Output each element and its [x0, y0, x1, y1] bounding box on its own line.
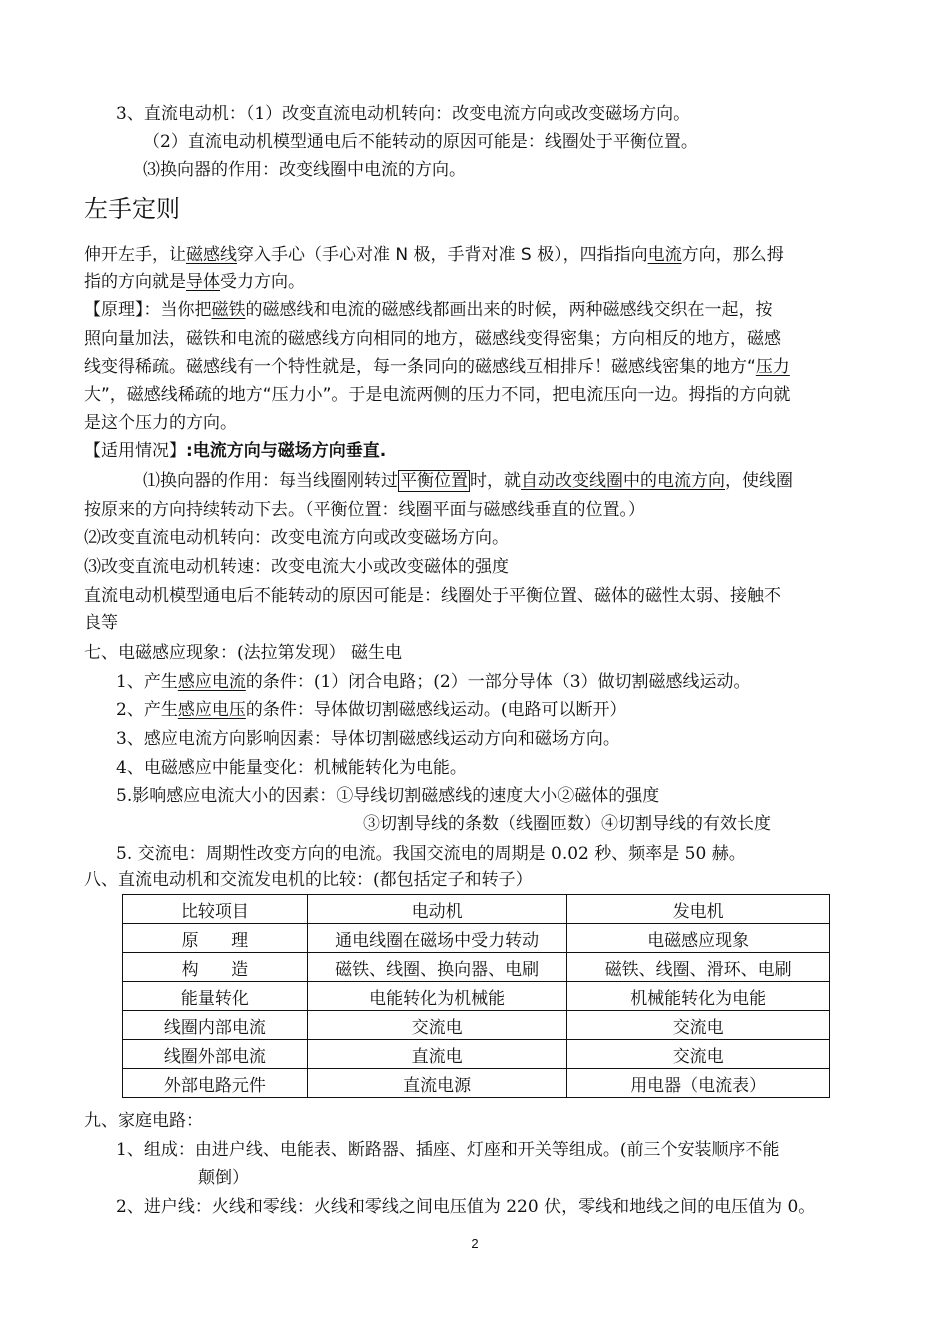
household-item-1: 1、组成：由进户线、电能表、断路器、插座、灯座和开关等组成。(前三个安装顺序不能 [116, 1140, 780, 1160]
table-cell: 交流电 [307, 1011, 567, 1040]
table-cell: 电磁感应现象 [567, 924, 830, 953]
induction-item-3: 3、感应电流方向影响因素：导体切割磁感线运动方向和磁场方向。 [116, 729, 620, 749]
table-cell: 直流电源 [307, 1069, 567, 1098]
induction-item-5: 5.影响感应电流大小的因素：①导线切割磁感线的速度大小②磁体的强度 [116, 786, 660, 806]
table-cell: 原 理 [123, 924, 308, 953]
table-cell: 线圈外部电流 [123, 1040, 308, 1069]
table-row [123, 953, 830, 982]
table-cell: 直流电 [307, 1040, 567, 1069]
table-row [123, 1040, 830, 1069]
principle-line-2: 照向量加法，磁铁和电流的磁感线方向相同的地方，磁感线变得密集；方向相反的地方，磁感 [84, 329, 781, 349]
induction-item-1: 1、产生感应电流的条件：(1）闭合电路；(2）一部分导体（3）做切割磁感线运动。 [116, 672, 751, 692]
table-row [123, 982, 830, 1011]
table-header: 电动机 [307, 895, 567, 924]
left-hand-rule-heading: 左手定则 [84, 195, 180, 223]
table-cell: 能量转化 [123, 982, 308, 1011]
ac-definition: 5. 交流电：周期性改变方向的电流。我国交流电的周期是 0.02 秒、频率是 50 赫。 [116, 844, 746, 864]
principle-line-1: 【原理】：当你把磁铁的磁感线和电流的磁感线都画出来的时候，两种磁感线交织在一起，按 [84, 300, 773, 320]
table-header: 发电机 [567, 895, 830, 924]
table-header: 比较项目 [123, 895, 308, 924]
rule-line-2: 指的方向就是导体受力方向。 [84, 272, 305, 292]
section-9-title: 九、家庭电路： [84, 1111, 203, 1131]
table-cell: 电能转化为机械能 [307, 982, 567, 1011]
table-cell: 用电器（电流表） [567, 1069, 830, 1098]
commutator-line-2: 按原来的方向持续转动下去。（平衡位置：线圈平面与磁感线垂直的位置。） [84, 500, 645, 520]
motor-note-2: （2）直流电动机模型通电后不能转动的原因可能是：线圈处于平衡位置。 [143, 132, 698, 152]
table-cell: 磁铁、线圈、换向器、电刷 [307, 953, 567, 982]
motor-note-3: ⑶换向器的作用：改变线圈中电流的方向。 [143, 160, 466, 180]
table-cell: 通电线圈在磁场中受力转动 [307, 924, 567, 953]
table-header-row [123, 895, 830, 924]
induction-item-2: 2、产生感应电压的条件：导体做切割磁感线运动。(电路可以断开） [116, 700, 627, 720]
table-row [123, 924, 830, 953]
motor-fail-line-2: 良等 [84, 613, 118, 633]
applicable-line: 【适用情况】:电流方向与磁场方向垂直. [84, 441, 387, 461]
principle-line-3: 线变得稀疏。磁感线有一个特性就是，每一条同向的磁感线互相排斥！磁感线密集的地方“压力 [84, 357, 790, 377]
table-cell: 构 造 [123, 953, 308, 982]
table-row [123, 1011, 830, 1040]
table-cell: 交流电 [567, 1040, 830, 1069]
table-cell: 磁铁、线圈、滑环、电刷 [567, 953, 830, 982]
rule-line-1: 伸开左手，让磁感线穿入手心（手心对准 N 极，手背对准 S 极），四指指向电流方向，那么拇 [84, 245, 784, 265]
table-cell: 外部电路元件 [123, 1069, 308, 1098]
household-item-2: 2、进户线：火线和零线：火线和零线之间电压值为 220 伏，零线和地线之间的电压值为 0。 [116, 1197, 816, 1217]
table-cell: 线圈内部电流 [123, 1011, 308, 1040]
commutator-line-1: ⑴换向器的作用：每当线圈刚转过 平衡位置 时，就自动改变线圈中的电流方向，使线圈 [143, 471, 793, 491]
motor-note-1: 3、直流电动机：（1）改变直流电动机转向：改变电流方向或改变磁场方向。 [116, 104, 691, 124]
motor-fail-line-1: 直流电动机模型通电后不能转动的原因可能是：线圈处于平衡位置、磁体的磁性太弱、接触不 [84, 586, 781, 606]
comparison-table [122, 894, 830, 1098]
motor-direction-line: ⑵改变直流电动机转向：改变电流方向或改变磁场方向。 [84, 528, 509, 548]
table-row [123, 1069, 830, 1098]
induction-item-5-cont: ③切割导线的条数（线圈匝数）④切割导线的有效长度 [363, 814, 771, 834]
section-7-title: 七、电磁感应现象：(法拉第发现） 磁生电 [84, 643, 403, 663]
induction-item-4: 4、电磁感应中能量变化：机械能转化为电能。 [116, 758, 467, 778]
household-item-1-cont: 颠倒） [198, 1168, 249, 1188]
table-cell: 机械能转化为电能 [567, 982, 830, 1011]
principle-line-5: 是这个压力的方向。 [84, 413, 237, 433]
principle-line-4: 大”，磁感线稀疏的地方“压力小”。于是电流两侧的压力不同，把电流压向一边。拇指的方向就 [84, 385, 791, 405]
table-cell: 交流电 [567, 1011, 830, 1040]
page-number: 2 [471, 1236, 479, 1251]
section-8-title: 八、直流电动机和交流发电机的比较：(都包括定子和转子） [84, 870, 533, 890]
motor-speed-line: ⑶改变直流电动机转速：改变电流大小或改变磁体的强度 [84, 557, 509, 577]
